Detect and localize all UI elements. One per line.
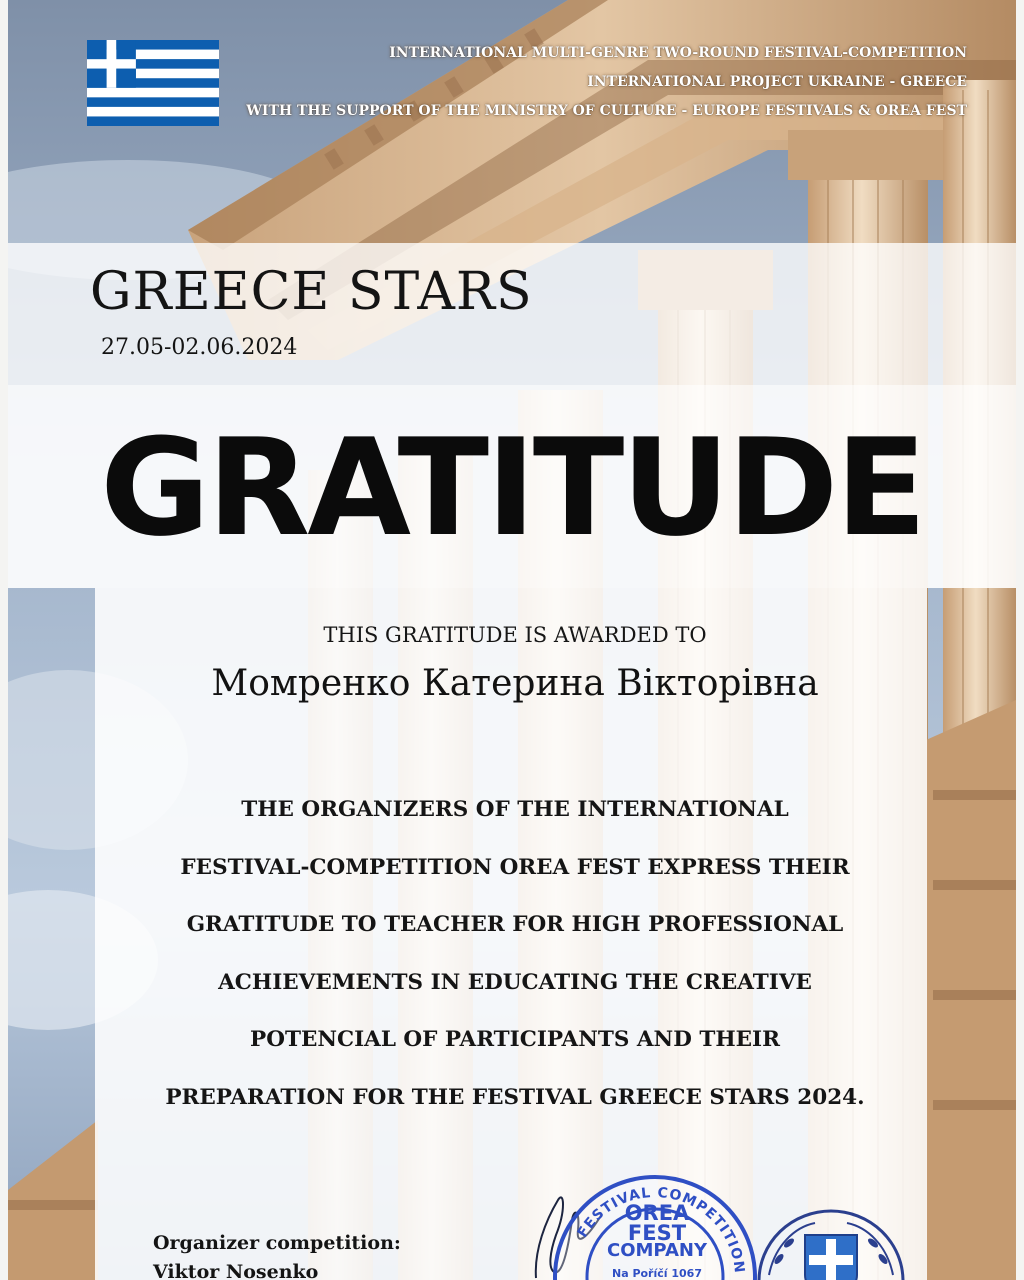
stamp-line-3: COMPANY xyxy=(607,1240,707,1261)
stamp-ring-text: FESTIVAL COMPETITION xyxy=(574,1184,748,1275)
body-line: ACHIEVEMENTS IN EDUCATING THE CREATIVE xyxy=(218,969,812,995)
stamp-line-1: OREA xyxy=(624,1201,690,1225)
stamp-line-4: Na Poříčí 1067 xyxy=(611,1267,702,1280)
organizer-name: Viktor Nosenko xyxy=(153,1261,319,1280)
organizer-label: Organizer competition: xyxy=(153,1232,401,1254)
event-dates: 27.05-02.06.2024 xyxy=(101,335,298,360)
certificate-body xyxy=(0,781,1024,1127)
greek-coat-of-arms-icon xyxy=(755,1205,907,1280)
event-title: GREECE STARS xyxy=(90,262,533,322)
stamp-line-2: FEST xyxy=(627,1221,687,1245)
greek-flag-icon xyxy=(87,40,219,126)
body-line: POTENCIAL OF PARTICIPANTS AND THEIR xyxy=(250,1027,780,1053)
body-line: GRATITUDE TO TEACHER FOR HIGH PROFESSIONAL xyxy=(186,912,844,938)
orea-fest-stamp-icon xyxy=(550,1172,760,1280)
header-line-2: INTERNATIONAL PROJECT UKRAINE - GREECE xyxy=(587,74,967,90)
body-line: THE ORGANIZERS OF THE INTERNATIONAL xyxy=(241,797,789,822)
header-line-1: INTERNATIONAL MULTI-GENRE TWO-ROUND FESTIVAL-COMPETITION xyxy=(389,45,967,61)
recipient-name: Момренко Катерина Вікторівна xyxy=(211,663,819,704)
awarded-label: THIS GRATITUDE IS AWARDED TO xyxy=(323,623,707,647)
body-line: PREPARATION FOR THE FESTIVAL GREECE STARS 2024. xyxy=(165,1084,865,1110)
certificate-heading: GRATITUDE xyxy=(100,410,924,566)
body-line: FESTIVAL-COMPETITION OREA FEST EXPRESS THEIR xyxy=(180,854,850,880)
header-line-3: WITH THE SUPPORT OF THE MINISTRY OF CULTURE - EUROPE FESTIVALS & OREA FEST xyxy=(246,103,967,119)
